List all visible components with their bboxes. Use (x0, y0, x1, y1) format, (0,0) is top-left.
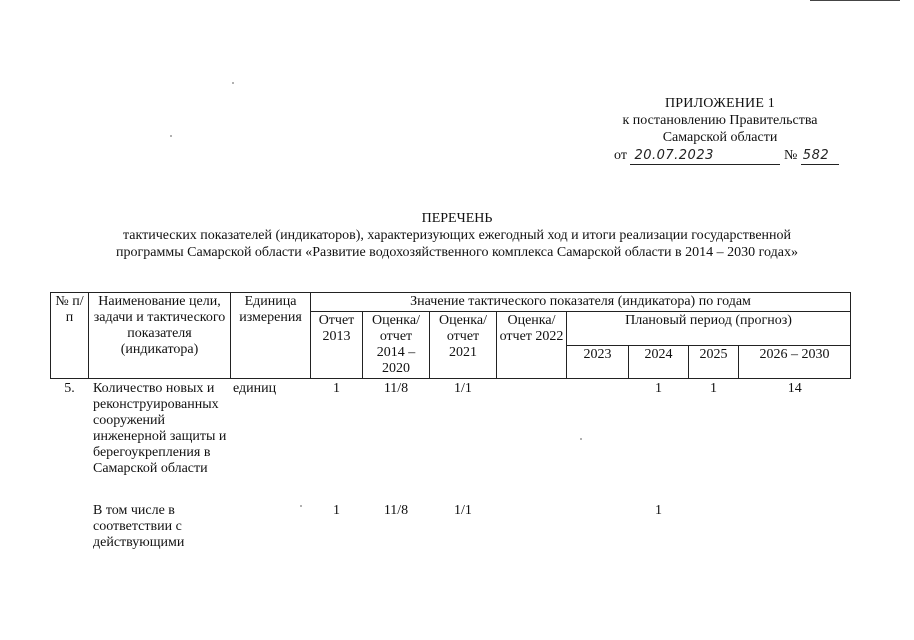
cell-2025: 1 (710, 381, 717, 396)
row-spacer (51, 479, 851, 501)
scan-speck (170, 135, 172, 137)
table-row (51, 501, 851, 553)
header-2026-2030: 2026 – 2030 (739, 345, 851, 379)
cell-2014-2020: 11/8 (383, 381, 409, 396)
cell-2023 (567, 379, 629, 480)
indicators-table-wrapper (50, 292, 850, 553)
number-prefix: № (783, 148, 798, 163)
document-title (0, 210, 914, 261)
header-name: Наименование цели, задачи и тактического показателя (индикатора) (89, 293, 231, 379)
header-est-2014-2020: Оценка/отчет 2014 – 2020 (363, 312, 430, 379)
decree-date-number (614, 148, 839, 165)
header-2023: 2023 (567, 345, 629, 379)
scan-speck (580, 438, 582, 440)
scan-speck (232, 82, 234, 84)
header-values-group: Значение тактического показателя (индикатора) по годам (311, 293, 851, 312)
cell-2022 (497, 501, 567, 553)
header-est-2021: Оценка/отчет 2021 (430, 312, 497, 379)
indicators-table (50, 292, 851, 553)
table-row (51, 379, 851, 480)
handwritten-number: 582 (802, 148, 830, 163)
appendix-block (600, 95, 840, 146)
handwritten-date: 20.07.2023 (634, 148, 714, 163)
title-line-2: тактических показателей (индикаторов), характеризующих ежегодный ход и итоги реализации государственной (122, 228, 792, 243)
cell-2014-2020: 11/8 (383, 503, 409, 518)
cell-2021: 1/1 (454, 503, 472, 518)
cell-2024: 1 (655, 381, 662, 396)
header-2024: 2024 (629, 345, 689, 379)
title-line-3: программы Самарской области «Развитие водохозяйственного комплекса Самарской области в 2014 – 2030 годах» (116, 245, 798, 260)
number-field (801, 148, 839, 165)
cell-2021: 1/1 (454, 381, 472, 396)
cell-2022 (497, 379, 567, 480)
header-unit: Единица измерения (231, 293, 311, 379)
title-heading: ПЕРЕЧЕНЬ (421, 211, 493, 226)
appendix-line-2: Самарской области (662, 130, 778, 145)
cell-2013: 1 (333, 503, 340, 518)
cell-2024: 1 (655, 503, 662, 518)
cell-num (51, 501, 89, 553)
header-est-2022: Оценка/отчет 2022 (497, 312, 567, 379)
cell-2023 (567, 501, 629, 553)
cell-num: 5. (64, 381, 75, 396)
date-prefix: от (614, 148, 627, 163)
cell-name: В том числе в соответствии с действующими (93, 503, 185, 550)
appendix-heading: ПРИЛОЖЕНИЕ 1 (664, 96, 776, 111)
cell-2026-2030: 14 (787, 381, 802, 396)
header-report-2013: Отчет 2013 (311, 312, 363, 379)
cell-2026-2030 (739, 501, 851, 553)
header-num: № п/п (51, 293, 89, 379)
cell-unit: единиц (233, 381, 277, 396)
top-rule (810, 0, 900, 1)
cell-unit (231, 501, 311, 553)
cell-name: Количество новых и реконструированных сооружений инженерной защиты и берегоукрепления в Самарской области (93, 381, 227, 476)
cell-2025 (689, 501, 739, 553)
cell-2013: 1 (333, 381, 340, 396)
header-plan-group: Плановый период (прогноз) (567, 312, 851, 346)
date-field (630, 148, 780, 165)
appendix-line-1: к постановлению Правительства (622, 113, 818, 128)
header-2025: 2025 (689, 345, 739, 379)
scan-speck (300, 505, 302, 507)
